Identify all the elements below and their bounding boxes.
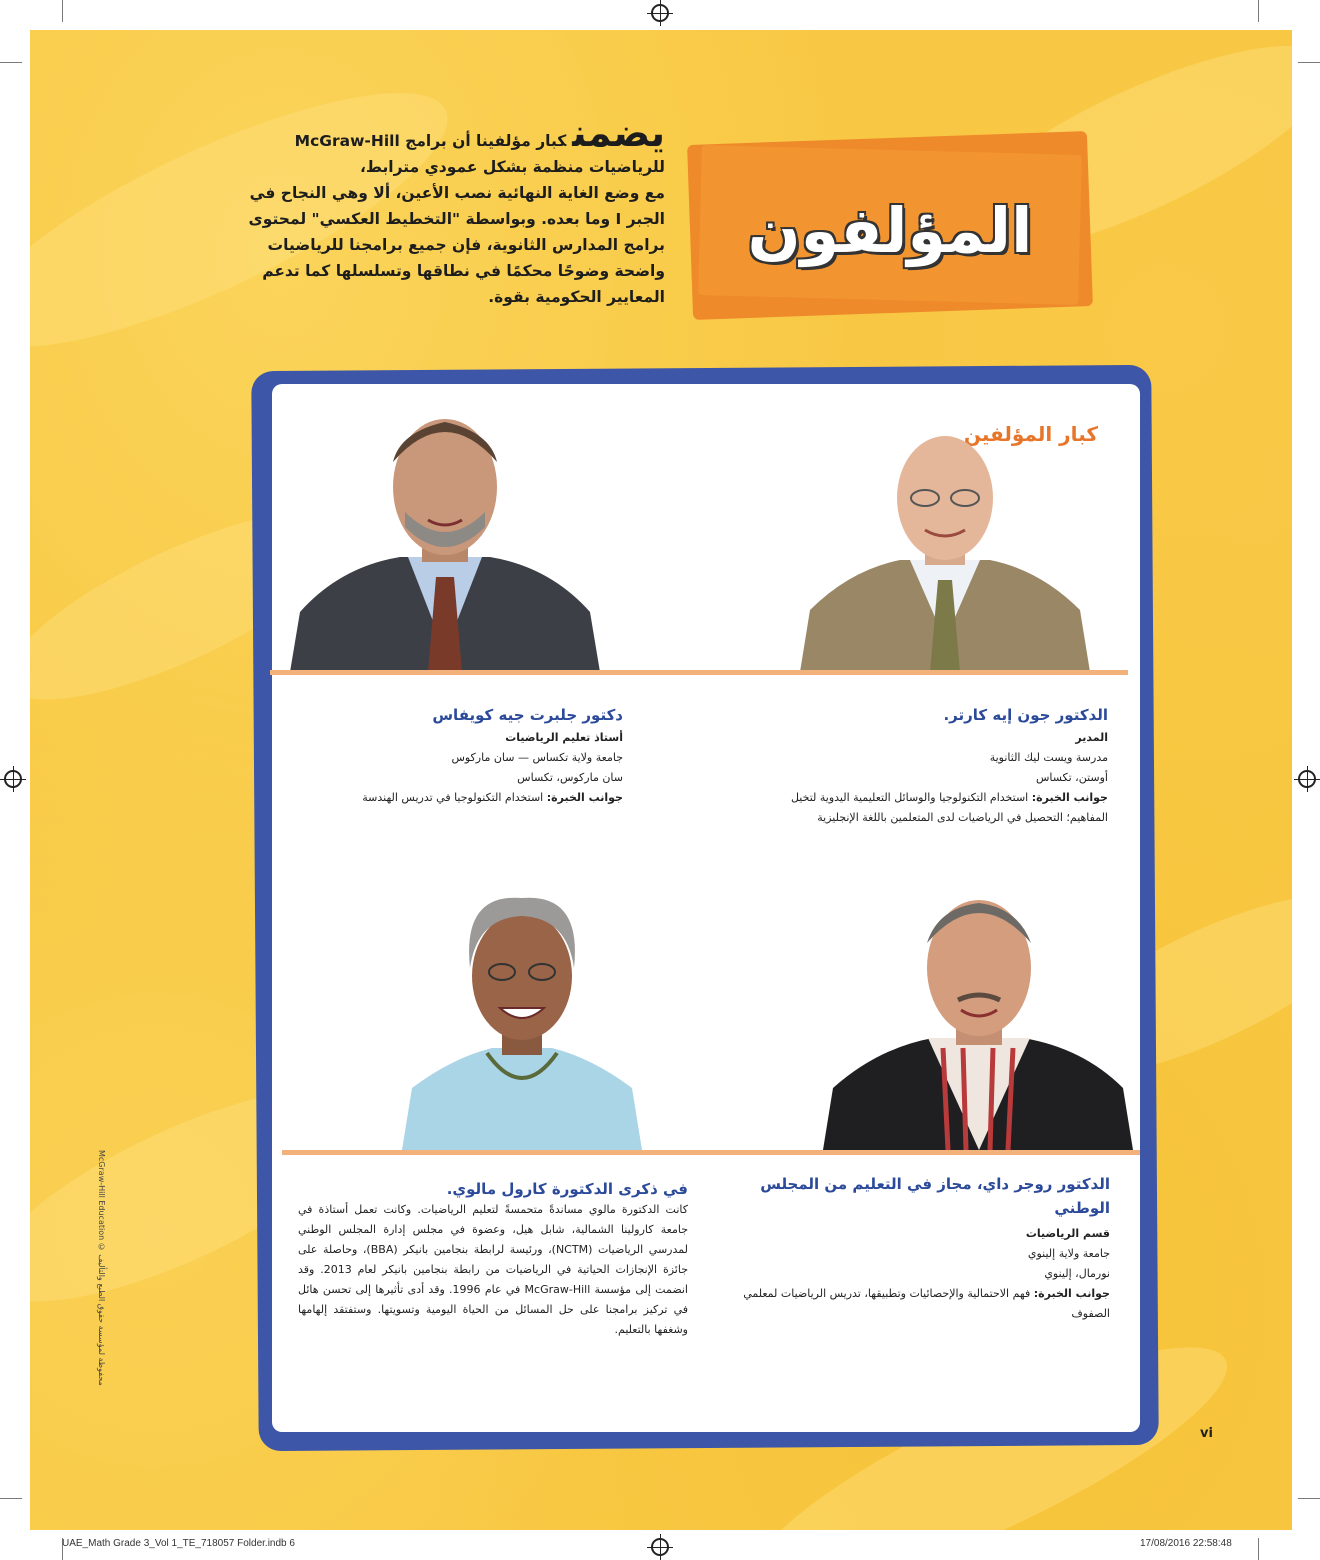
- registration-mark-icon: [651, 1538, 669, 1556]
- author-location: نورمال، إلينوي: [1044, 1267, 1110, 1280]
- author-info: [323, 728, 623, 808]
- trim-mark: [1298, 62, 1320, 63]
- expertise-label: جوانب الخبرة:: [1033, 1287, 1110, 1300]
- author-role: المدير: [1075, 731, 1108, 744]
- trim-mark: [1258, 1538, 1259, 1560]
- author-name: الدكتور روجر داي، مجاز في التعليم من المجلس: [760, 1175, 1110, 1193]
- trim-mark: [0, 1498, 22, 1499]
- author-bio: كانت الدكتورة مالوي مساندةً متحمسةً لتعليم الرياضيات. وكانت تعمل أستاذة في جامعة كارولينا الشمالية، شابل هيل، وعضوة في مجلس إدارة المجلس الوطني لمدرسي الرياضيات (NCTM)، ورئيسة لرابطة بنجامين بانيكر (BBA)، وحاصلة على جائزة الإنجازات الحياتية في الرياضيات من رابطة بنجامين بانيكر لعام 2013. وقد انضمت إلى مؤسسة McGraw-Hill في عام 1996. وقد أدى تأثيرها إلى تحسن هائل في تركيز برامجنا على حل المسائل من الحياة اليومية وتسويتها. وستفتقد إلهامها وشغفها بالتعليم.: [298, 1203, 688, 1336]
- trim-mark: [1258, 0, 1259, 22]
- expertise-label: جوانب الخبرة:: [546, 791, 623, 804]
- expertise-text: استخدام التكنولوجيا والوسائل التعليمية اليدوية لتخيل المفاهيم؛ التحصيل في الرياضيات لدى المتعلمين باللغة الإنجليزية: [790, 791, 1108, 824]
- trim-mark: [1298, 1498, 1320, 1499]
- author-affiliation: جامعة ولاية إلينوي: [1027, 1247, 1110, 1260]
- author-role: أستاذ تعليم الرياضيات: [505, 731, 623, 744]
- photo-rule: [780, 1150, 1140, 1155]
- author-name: الوطني: [1054, 1199, 1110, 1217]
- photo-rule: [282, 1150, 780, 1155]
- author-info: [740, 1224, 1110, 1324]
- copyright-spine: McGraw-Hill Education © محفوظة لمؤسسة حقوق الطبع والتأليف: [97, 1150, 106, 1386]
- author-name-block: [710, 1172, 1110, 1220]
- intro-line: واضحة وضوحًا محكمًا في نطاقها وتسلسلها كما تدعم: [262, 262, 665, 280]
- author-location: أوستن، تكساس: [1035, 771, 1108, 784]
- intro-line: المعايير الحكومية بقوة.: [488, 288, 665, 306]
- print-file-name: UAE_Math Grade 3_Vol 1_TE_718057 Folder.indb 6: [62, 1538, 295, 1549]
- author-role: قسم الرياضيات: [1025, 1227, 1110, 1240]
- author-affiliation: جامعة ولاية تكساس — سان ماركوس: [451, 751, 623, 764]
- author-photo-cuevas: [290, 402, 600, 672]
- trim-mark: [62, 0, 63, 22]
- registration-mark-icon: [1298, 770, 1316, 788]
- photo-rule: [770, 670, 1128, 675]
- author-name: في ذكرى الدكتورة كارول مالوي.: [446, 1180, 688, 1198]
- author-photo-malloy: [402, 888, 642, 1150]
- registration-mark-icon: [4, 770, 22, 788]
- author-photo-carter: [790, 420, 1100, 672]
- intro-line: للرياضيات منظمة بشكل عمودي مترابط،: [359, 158, 665, 176]
- photo-rule: [270, 670, 770, 675]
- intro-line: برامج المدارس الثانوية، فإن جميع برامجنا للرياضيات: [267, 236, 665, 254]
- page-title: المؤلفون: [747, 193, 1033, 267]
- expertise-label: جوانب الخبرة:: [1031, 791, 1108, 804]
- section-title: كبار المؤلفين: [963, 422, 1098, 446]
- intro-paragraph: [235, 111, 665, 310]
- intro-line: كبار مؤلفينا أن برامج McGraw-Hill: [294, 132, 567, 150]
- author-name: دكتور جلبرت جيه كويفاس: [432, 706, 623, 724]
- author-location: سان ماركوس، تكساس: [517, 771, 623, 784]
- registration-mark-icon: [651, 4, 669, 22]
- print-timestamp: 17/08/2016 22:58:48: [1140, 1538, 1232, 1549]
- intro-line: مع وضع الغاية النهائية نصب الأعين، ألا وهي النجاح في: [249, 184, 665, 202]
- author-affiliation: مدرسة ويست ليك الثانوية: [989, 751, 1108, 764]
- intro-lead-word: يضمن: [572, 111, 665, 155]
- author-info: [748, 728, 1108, 828]
- trim-mark: [0, 62, 22, 63]
- expertise-text: استخدام التكنولوجيا في تدريس الهندسة: [362, 791, 544, 804]
- page-number: vi: [1200, 1426, 1213, 1441]
- author-photo-day: [818, 888, 1140, 1150]
- expertise-text: فهم الاحتمالية والإحصائيات وتطبيقها، تدريس الرياضيات لمعلمي الصفوف: [743, 1287, 1110, 1320]
- author-name: الدكتور جون إيه كارتر.: [943, 706, 1108, 724]
- intro-line: الجبر I وما بعده. وبواسطة "التخطيط العكسي" لمحتوى: [248, 210, 665, 228]
